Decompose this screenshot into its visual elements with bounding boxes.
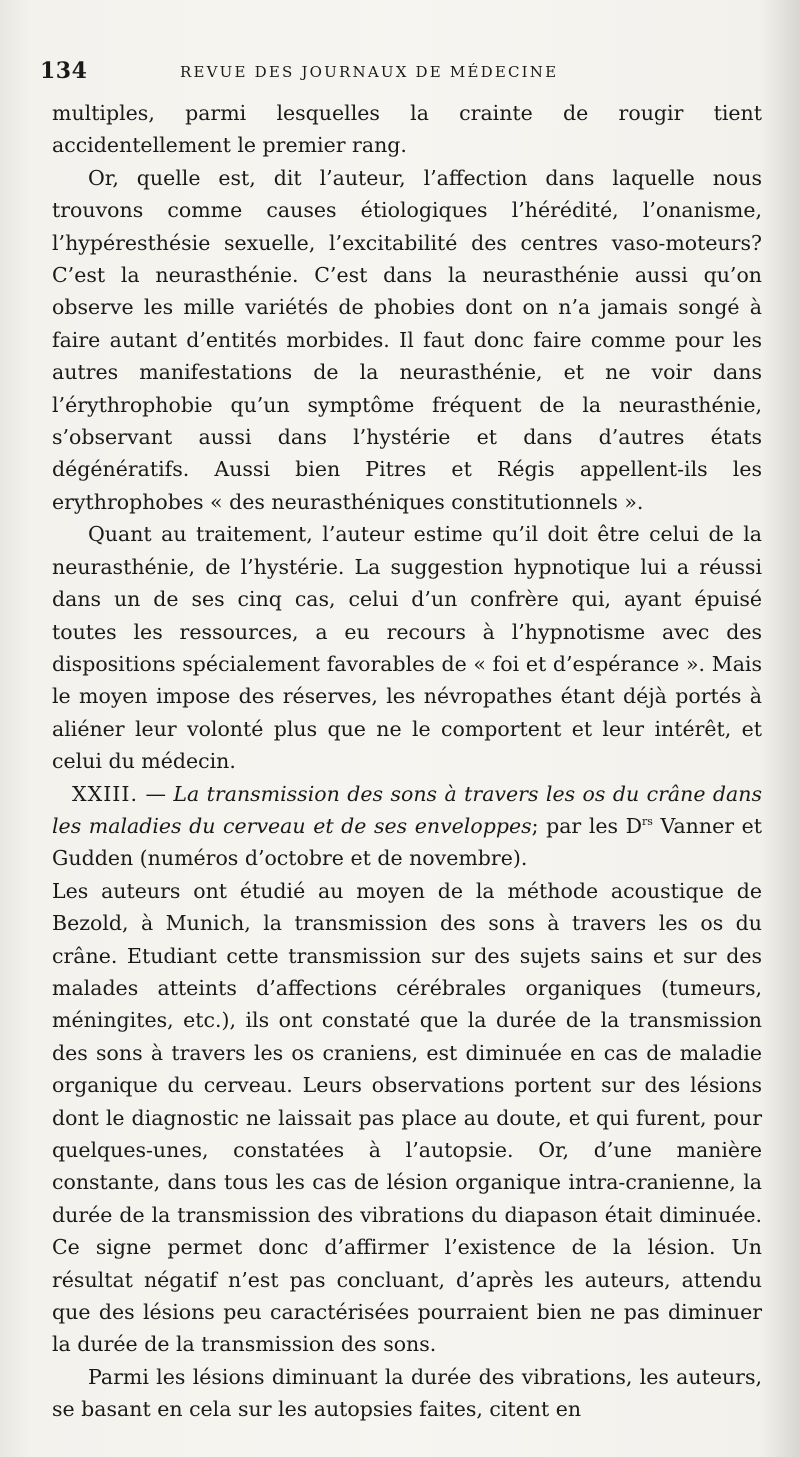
section-heading (52, 778, 762, 875)
section-authors: Vanner et Gudden (numéros d’octobre et de novembre). (52, 813, 762, 871)
body-text (52, 97, 762, 1426)
page-header (40, 58, 760, 88)
section-authors-superscript: rs (642, 815, 653, 829)
section-authors-prefix: ; par les D (531, 813, 643, 838)
paragraph: Parmi les lésions diminuant la durée des vibrations, les auteurs, se basant en cela sur les autopsies faites, citent en (52, 1364, 762, 1422)
running-title: REVUE DES JOURNAUX DE MÉDECINE (180, 63, 559, 81)
page-number: 134 (40, 58, 88, 84)
section-title: La transmission des sons à travers les os du crâne dans les maladies du cerveau et de ses enveloppes (52, 781, 762, 838)
section-number: XXIII. (72, 781, 138, 806)
paragraph: Quant au traitement, l’auteur estime qu’il doit être celui de la neurasthénie, de l’hystérie. La suggestion hypnotique lui a réussi dans un de ses cinq cas, celui d’un confrère qui, ayant épuisé toutes les ressources, a eu recours à l’hypnotisme avec des dispositions spécialement favorables de « foi et d’espérance ». Mais le moyen impose des réserves, les névropathes étant déjà portés à aliéner leur volonté plus que ne le comportent et leur intérêt, et celui du médecin. (52, 522, 762, 774)
paragraph: Les auteurs ont étudié au moyen de la méthode acoustique de Bezold, à Munich, la transmission des sons à travers les os du crâne. Etudiant cette transmission sur des sujets sains et sur des malades atteints d’affections cérébrales organiques (tumeurs, méningites, etc.), ils ont constaté que la durée de la transmission des sons à travers les os craniens, est diminuée en cas de maladie organique du cerveau. Leurs observations portent sur des lésions dont le diagnostic ne laissait pas place au doute, et qui furent, pour quelques-unes, constatées à l’autopsie. Or, d’une manière constante, dans tous les cas de lésion organique intra-cranienne, la durée de la transmission des vibrations du diapason était diminuée. Ce signe permet donc d’affirmer l’existence de la lésion. Un résultat négatif n’est pas concluant, d’après les auteurs, attendu que des lésions peu caractérisées pourraient bien ne pas diminuer la durée de la transmission des sons. (52, 878, 762, 1357)
paragraph: Or, quelle est, dit l’auteur, l’affection dans laquelle nous trouvons comme causes étiologiques l’hérédité, l’onanisme, l’hypéresthésie sexuelle, l’excitabilité des centres vaso-moteurs? C’est la neurasthénie. C’est dans la neurasthénie aussi qu’on observe les mille variétés de phobies dont on n’a jamais songé à faire autant d’entités morbides. Il faut donc faire comme pour les autres manifestations de la neurasthénie, et ne voir dans l’érythrophobie qu’un symptôme fréquent de la neurasthénie, s’observant aussi dans l’hystérie et dans d’autres états dégénératifs. Aussi bien Pitres et Régis appellent-ils les erythrophobes « des neurasthéniques constitutionnels ». (52, 165, 762, 514)
paragraph-continuation: multiples, parmi lesquelles la crainte de rougir tient accidentellement le premier rang. (52, 101, 762, 158)
section-dash: — (145, 781, 166, 806)
